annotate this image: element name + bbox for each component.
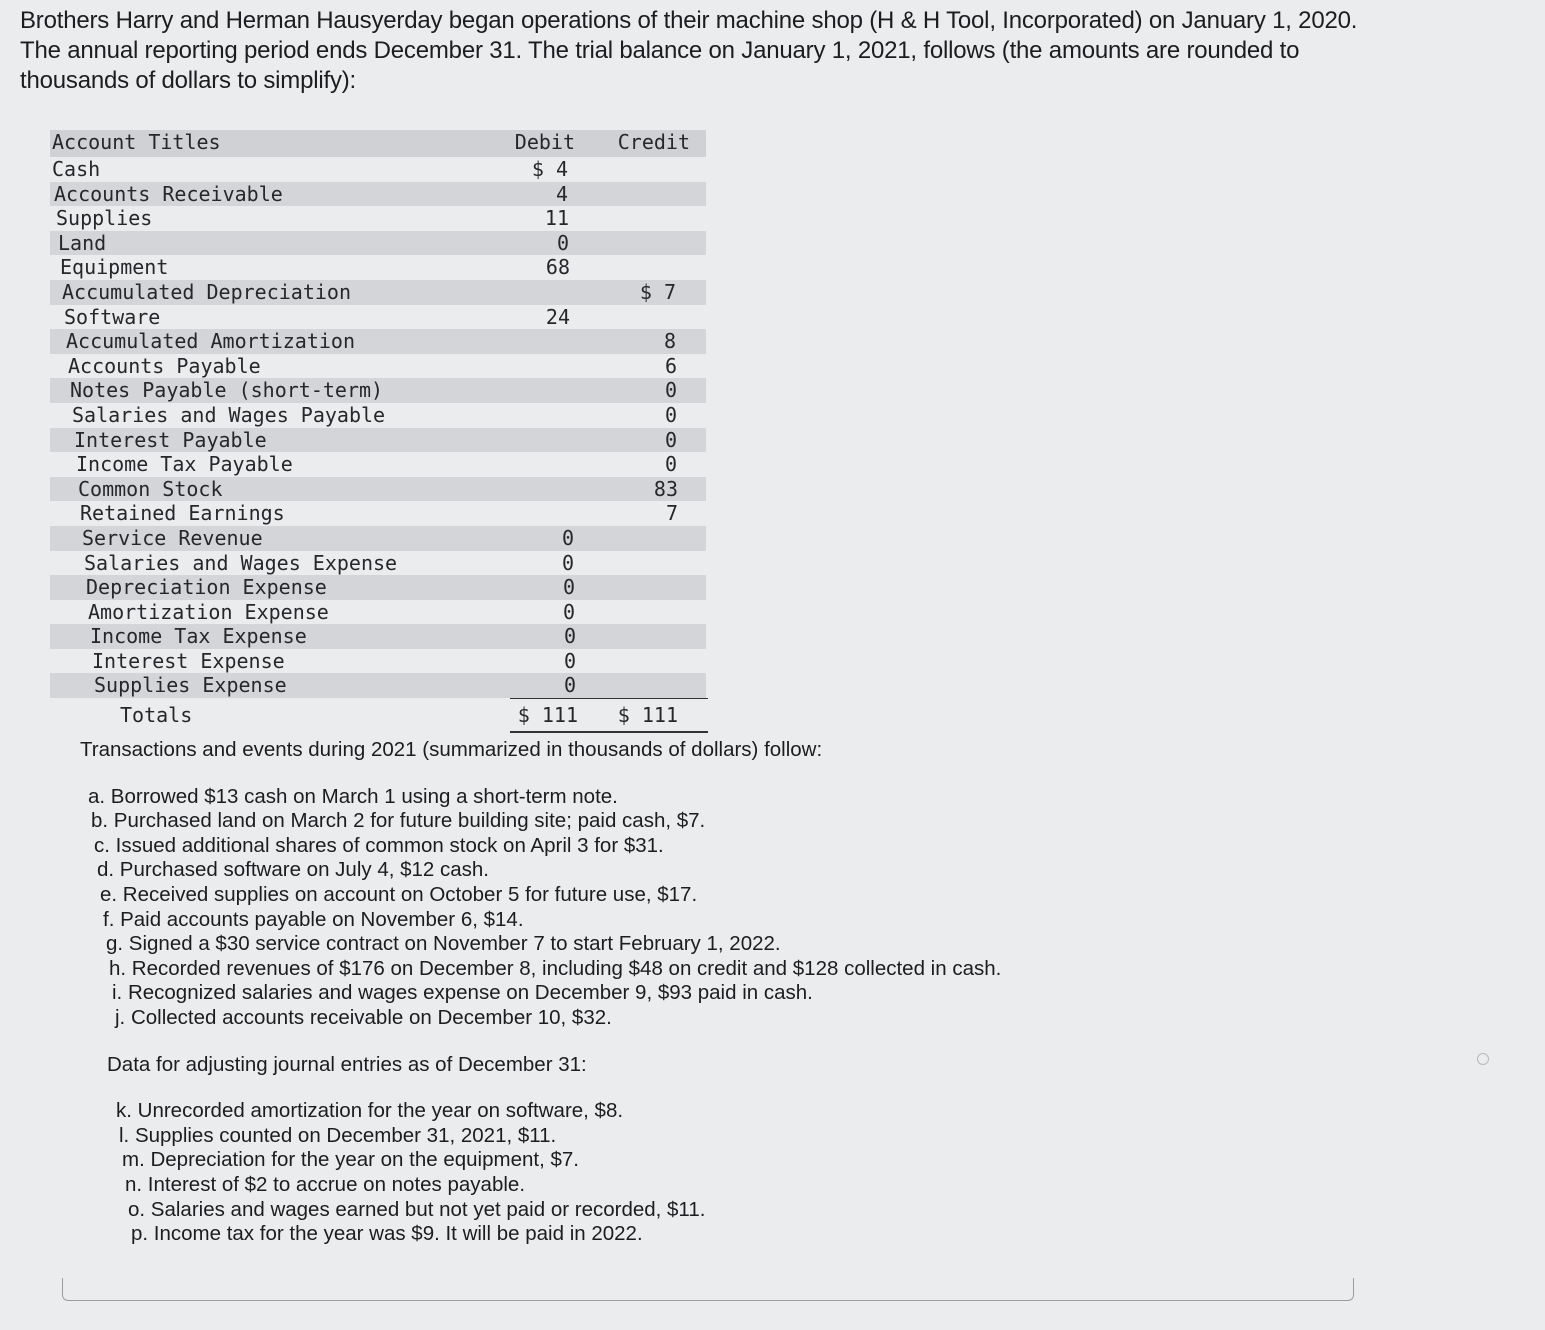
account-title: Salaries and Wages Expense [84, 550, 398, 575]
table-row [50, 329, 706, 354]
account-title: Interest Expense [92, 648, 285, 673]
account-title: Depreciation Expense [86, 575, 327, 600]
table-row [50, 624, 706, 649]
account-title: Notes Payable (short-term) [70, 378, 384, 403]
transaction-item: b. Purchased land on March 2 for future building site; paid cash, $7. [91, 809, 706, 833]
debit-amount: 0 [561, 525, 574, 550]
credit-amount: 8 [663, 329, 676, 354]
totals-row [50, 698, 706, 734]
table-row [50, 452, 706, 477]
credit-amount: 0 [664, 378, 677, 403]
table-row [50, 551, 706, 576]
transactions-list [80, 785, 1180, 1031]
adjustment-item: o. Salaries and wages earned but not yet paid or recorded, $11. [128, 1197, 706, 1221]
transaction-item: g. Signed a $30 service contract on November 7 to start February 1, 2022. [106, 932, 781, 956]
account-title: Supplies [56, 206, 153, 231]
account-title: Accounts Payable [68, 353, 261, 378]
credit-amount: 6 [664, 353, 677, 378]
table-row [50, 649, 706, 674]
table-row [50, 600, 706, 625]
table-row [50, 477, 706, 502]
account-title: Supplies Expense [94, 673, 287, 698]
table-row [50, 255, 706, 280]
debit-amount: 0 [563, 673, 576, 698]
account-title: Common Stock [78, 476, 223, 501]
table-row [50, 182, 706, 207]
totals-debit: $ 111 [517, 703, 578, 728]
table-row [50, 280, 706, 305]
account-title: Income Tax Expense [90, 624, 307, 649]
table-header-row [50, 130, 706, 157]
table-row [50, 501, 706, 526]
transaction-item: i. Recognized salaries and wages expense on December 9, $93 paid in cash. [112, 981, 813, 1005]
totals-credit: $ 111 [617, 703, 678, 728]
table-row [50, 206, 706, 231]
debit-amount: 0 [562, 599, 575, 624]
account-title: Income Tax Payable [76, 452, 293, 477]
totals-double-rule [510, 731, 708, 733]
adjustment-item: m. Depreciation for the year on the equipment, $7. [122, 1148, 579, 1172]
table-row [50, 526, 706, 551]
credit-amount: 0 [664, 427, 677, 452]
account-title: Accounts Receivable [54, 181, 283, 206]
table-row [50, 157, 706, 182]
transaction-item: f. Paid accounts payable on November 6, $14. [103, 907, 524, 931]
adjustment-item: p. Income tax for the year was $9. It will be paid in 2022. [131, 1222, 643, 1246]
transaction-item: e. Received supplies on account on October 5 for future use, $17. [100, 882, 698, 906]
account-title: Salaries and Wages Payable [72, 402, 386, 427]
adjusting-heading: Data for adjusting journal entries as of December 31: [107, 1052, 587, 1076]
debit-amount: 0 [563, 624, 576, 649]
credit-amount: 83 [653, 476, 678, 501]
debit-amount: 4 [555, 181, 568, 206]
radio-button[interactable] [1477, 1053, 1489, 1065]
table-row [50, 403, 706, 428]
credit-amount: 0 [664, 402, 677, 427]
credit-amount: 7 [665, 501, 678, 526]
table-row [50, 673, 706, 698]
debit-amount: 68 [545, 255, 570, 280]
credit-amount: 0 [664, 452, 677, 477]
adjustment-item: k. Unrecorded amortization for the year on software, $8. [116, 1099, 624, 1123]
account-title: Amortization Expense [88, 599, 329, 624]
transaction-item: d. Purchased software on July 4, $12 cash. [97, 858, 490, 882]
adjustments-list [80, 1099, 1180, 1247]
debit-amount: $ 4 [531, 157, 568, 181]
transaction-item: j. Collected accounts receivable on December 10, $32. [115, 1005, 612, 1029]
table-row [50, 354, 706, 379]
account-title: Accumulated Depreciation [62, 279, 351, 304]
header-account-titles: Account Titles [52, 130, 221, 154]
account-title: Interest Payable [74, 427, 267, 452]
account-title: Equipment [60, 255, 169, 280]
table-row [50, 305, 706, 330]
transaction-item: c. Issued additional shares of common stock on April 3 for $31. [94, 833, 664, 857]
table-row [50, 378, 706, 403]
transactions-section [80, 738, 1180, 1247]
header-debit: Debit [514, 130, 575, 154]
table-row [50, 575, 706, 600]
debit-amount: 0 [562, 575, 575, 600]
debit-amount: 0 [561, 550, 574, 575]
account-title: Service Revenue [82, 525, 263, 550]
adjustment-item: n. Interest of $2 to accrue on notes payable. [125, 1172, 526, 1196]
credit-amount: $ 7 [639, 279, 676, 304]
account-title: Land [58, 230, 107, 255]
account-title: Accumulated Amortization [66, 329, 355, 354]
transaction-item: a. Borrowed $13 cash on March 1 using a short-term note. [88, 784, 618, 808]
table-row [50, 428, 706, 453]
account-title: Software [64, 304, 161, 329]
problem-intro: Brothers Harry and Herman Hausyerday began operations of their machine shop (H & H Tool, Incorporated) on January 1, 2020. The annual reporting period ends December 31. The trial balance on January 1, 2021, follows (the amounts are rounded to thousands of dollars to simplify): [20, 7, 1358, 94]
transactions-heading: Transactions and events during 2021 (summarized in thousands of dollars) follow: [80, 738, 823, 761]
trial-balance-table [50, 130, 706, 734]
transaction-item: h. Recorded revenues of $176 on December 8, including $48 on credit and $128 collected in cash. [109, 956, 1002, 980]
content-panel-border [62, 1278, 1354, 1301]
header-credit: Credit [617, 130, 690, 154]
totals-top-rule [510, 698, 708, 699]
debit-amount: 11 [544, 206, 569, 231]
debit-amount: 0 [563, 648, 576, 673]
account-title: Retained Earnings [80, 501, 285, 526]
table-row [50, 231, 706, 256]
account-title: Cash [52, 157, 101, 181]
debit-amount: 0 [556, 230, 569, 255]
debit-amount: 24 [545, 304, 570, 329]
adjustment-item: l. Supplies counted on December 31, 2021, $11. [119, 1123, 557, 1147]
totals-label: Totals [120, 703, 193, 728]
